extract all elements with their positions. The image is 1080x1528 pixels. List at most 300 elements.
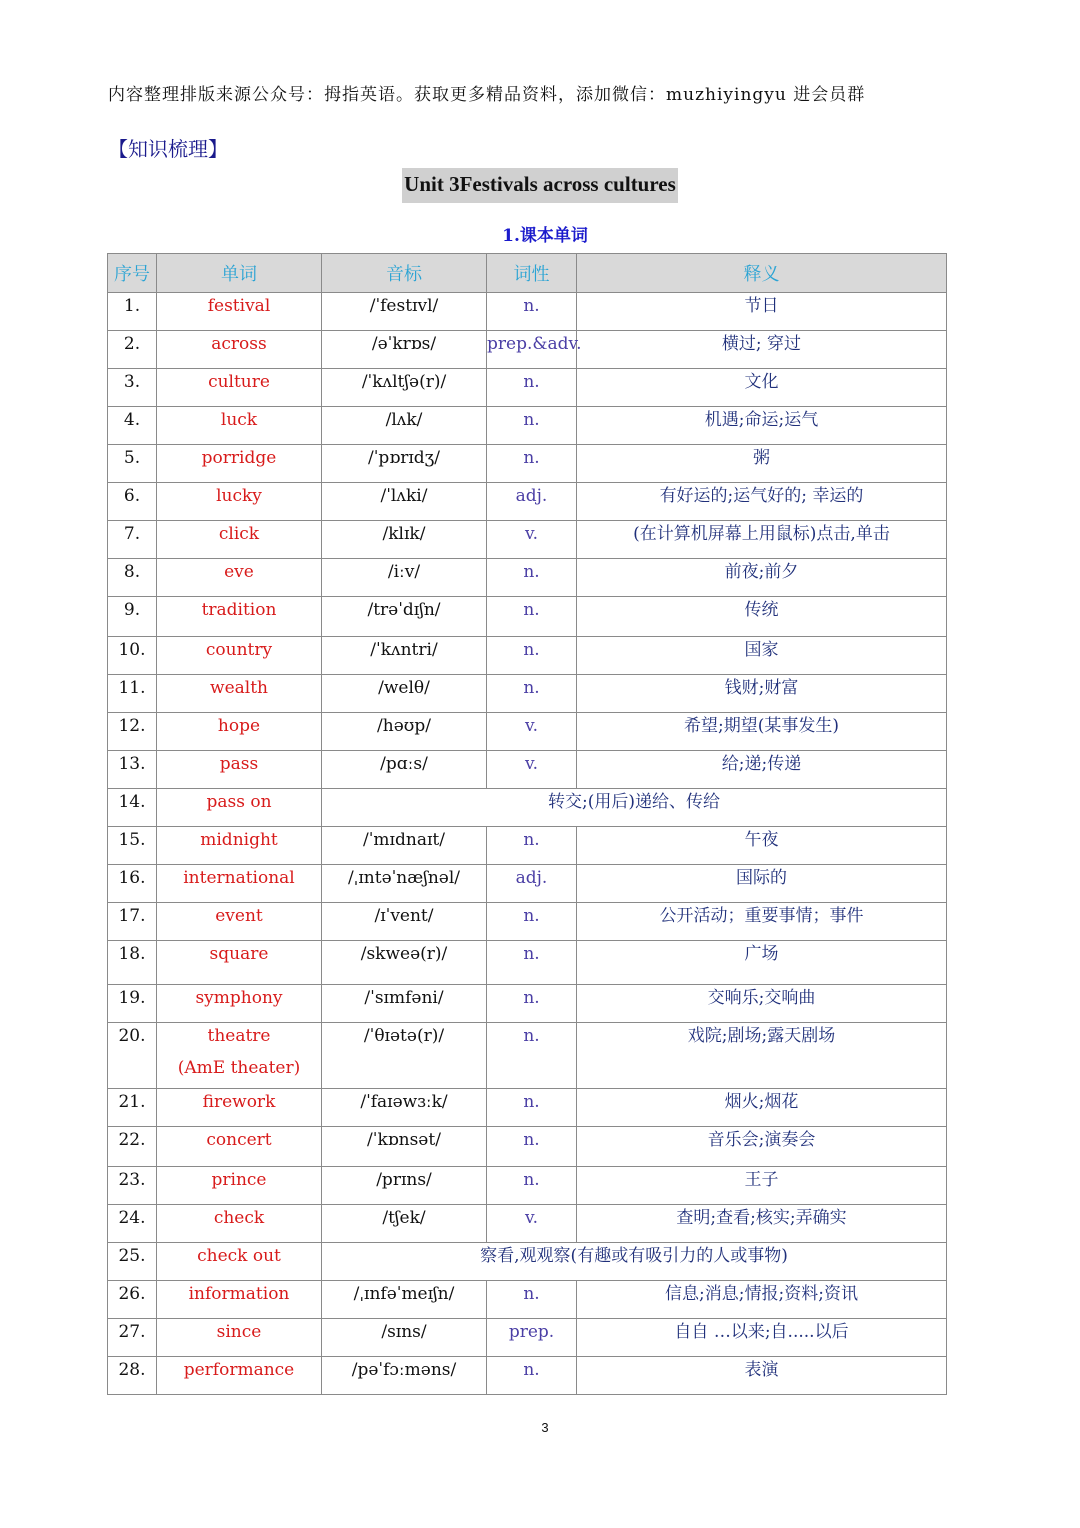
row-word <box>157 1023 322 1089</box>
pron-text: /tʃek/ <box>382 1208 426 1228</box>
row-word <box>157 903 322 941</box>
row-meaning <box>577 521 947 559</box>
meaning-text: 查明;查看;核实;弄确实 <box>676 1208 847 1228</box>
pron-text: /ˈlʌki/ <box>380 486 428 506</box>
row-number <box>108 1023 157 1089</box>
pos-text: n. <box>523 1360 540 1380</box>
no-text: 7. <box>123 524 141 544</box>
column-header-meaning: 释义 <box>577 254 947 293</box>
word-text: midnight <box>200 830 278 850</box>
table-row <box>108 865 947 903</box>
row-meaning <box>577 293 947 331</box>
row-word <box>157 597 322 637</box>
row-word <box>157 1357 322 1395</box>
row-meaning <box>577 985 947 1023</box>
word-text: porridge <box>201 448 277 468</box>
row-pron <box>322 597 487 637</box>
pos-text: n. <box>523 1026 540 1046</box>
row-pos <box>487 369 577 407</box>
no-text: 19. <box>118 988 146 1008</box>
row-meaning <box>577 559 947 597</box>
row-pron <box>322 1089 487 1127</box>
row-meaning <box>577 1205 947 1243</box>
pos-text: adj. <box>515 486 548 506</box>
no-text: 4. <box>123 410 141 430</box>
row-meaning <box>577 1127 947 1167</box>
table-row <box>108 293 947 331</box>
word-text: performance <box>183 1360 295 1380</box>
vocab-table <box>107 253 947 1395</box>
row-pos <box>487 597 577 637</box>
meaning-text: 戏院;剧场;露天剧场 <box>687 1026 836 1046</box>
row-number <box>108 369 157 407</box>
column-header-pos: 词性 <box>487 254 577 293</box>
no-text: 14. <box>118 792 146 812</box>
meaning-text: 节日 <box>744 296 779 316</box>
table-row <box>108 713 947 751</box>
row-pos <box>487 331 582 369</box>
table-row <box>108 1127 947 1167</box>
row-number <box>108 1281 157 1319</box>
meaning-text: 国家 <box>744 640 779 660</box>
pron-text: /ˈfaɪəwɜːk/ <box>360 1092 448 1112</box>
row-number <box>108 293 157 331</box>
pos-text: n. <box>523 830 540 850</box>
no-text: 18. <box>118 944 146 964</box>
table-row <box>108 1205 947 1243</box>
table-row <box>108 483 947 521</box>
row-meaning <box>577 407 947 445</box>
word-text: festival <box>207 296 271 316</box>
row-pron <box>322 903 487 941</box>
row-word <box>157 1281 322 1319</box>
row-pron <box>322 985 487 1023</box>
no-text: 23. <box>118 1170 146 1190</box>
pron-text: /skweə(r)/ <box>360 944 448 964</box>
no-text: 10. <box>118 640 146 660</box>
no-text: 2. <box>123 334 141 354</box>
row-meaning <box>577 445 947 483</box>
row-pos <box>487 559 577 597</box>
row-number <box>108 941 157 985</box>
meaning-text: 文化 <box>744 372 779 392</box>
meaning-text: 王子 <box>744 1170 779 1190</box>
row-number <box>108 751 157 789</box>
meaning-text: 交响乐;交响曲 <box>707 988 816 1008</box>
word-text: across <box>211 334 267 354</box>
column-header-word: 单词 <box>157 254 322 293</box>
word-text: information <box>188 1284 290 1304</box>
pron-text: /prɪns/ <box>376 1170 432 1190</box>
row-meaning <box>577 1023 947 1089</box>
pron-text: /pɑːs/ <box>380 754 428 774</box>
table-row <box>108 751 947 789</box>
row-meaning <box>577 1089 947 1127</box>
row-number <box>108 483 157 521</box>
row-number <box>108 1205 157 1243</box>
pos-text: n. <box>523 678 540 698</box>
pron-text: /əˈkrɒs/ <box>371 334 437 354</box>
no-text: 27. <box>118 1322 146 1342</box>
unit-title-wrap <box>0 168 1080 203</box>
row-meaning <box>322 1243 947 1281</box>
row-pron <box>322 675 487 713</box>
row-word <box>157 865 322 903</box>
row-meaning <box>577 675 947 713</box>
no-text: 8. <box>123 562 141 582</box>
meaning-text: 自自 …以来;自.....以后 <box>674 1322 849 1342</box>
row-pron <box>322 483 487 521</box>
row-word <box>157 445 322 483</box>
row-pron <box>322 827 487 865</box>
table-row <box>108 903 947 941</box>
table-row <box>108 637 947 675</box>
row-meaning <box>577 865 947 903</box>
pron-text: /welθ/ <box>378 678 430 698</box>
row-meaning <box>577 827 947 865</box>
no-text: 16. <box>118 868 146 888</box>
pos-text: n. <box>523 640 540 660</box>
row-number <box>108 1319 157 1357</box>
word-text: hope <box>217 716 261 736</box>
meaning-text: 信息;消息;情报;资料;资讯 <box>665 1284 858 1304</box>
row-pron <box>322 331 487 369</box>
word-text: square <box>209 944 269 964</box>
word-text: culture <box>208 372 270 392</box>
row-word <box>157 1127 322 1167</box>
row-pos <box>487 827 577 865</box>
table-row <box>108 1023 947 1089</box>
row-number <box>108 407 157 445</box>
pron-text: /trəˈdɪʃn/ <box>367 600 441 620</box>
word-text: check <box>213 1208 265 1228</box>
no-text: 25. <box>118 1246 146 1266</box>
row-pos <box>487 985 577 1023</box>
row-pos <box>487 1167 577 1205</box>
pron-text: /ˈkʌltʃə(r)/ <box>361 372 447 392</box>
row-pos <box>487 1089 577 1127</box>
row-word <box>157 985 322 1023</box>
pron-text: /ˈkɒnsət/ <box>367 1130 441 1150</box>
meaning-text: 机遇;命运;运气 <box>704 410 819 430</box>
row-word <box>157 521 322 559</box>
word-text: event <box>215 906 263 926</box>
no-text: 6. <box>123 486 141 506</box>
row-number <box>108 1089 157 1127</box>
pron-text: /pəˈfɔːməns/ <box>351 1360 457 1380</box>
row-pron <box>322 1205 487 1243</box>
meaning-text: 国际的 <box>736 868 787 888</box>
meaning-text: 传统 <box>744 600 779 620</box>
row-pron <box>322 637 487 675</box>
row-word <box>157 369 322 407</box>
pos-text: prep.&adv. <box>487 334 582 354</box>
word-text: check out <box>197 1246 281 1266</box>
table-row <box>108 445 947 483</box>
pos-text: v. <box>525 1208 538 1228</box>
no-text: 20. <box>118 1026 146 1046</box>
pos-text: prep. <box>508 1322 555 1342</box>
row-word <box>157 751 322 789</box>
row-meaning <box>322 789 947 827</box>
meaning-text: 横过; 穿过 <box>721 334 802 354</box>
meaning-text: 钱财;财富 <box>724 678 799 698</box>
row-number <box>108 331 157 369</box>
row-pron <box>322 1167 487 1205</box>
word-text: eve <box>224 562 254 582</box>
row-meaning <box>577 483 947 521</box>
row-meaning <box>577 597 947 637</box>
meaning-text: 音乐会;演奏会 <box>707 1130 816 1150</box>
pos-text: n. <box>523 448 540 468</box>
no-text: 24. <box>118 1208 146 1228</box>
row-pron <box>322 865 487 903</box>
row-meaning <box>577 1319 947 1357</box>
column-header-pron: 音标 <box>322 254 487 293</box>
table-row <box>108 789 947 827</box>
row-number <box>108 1357 157 1395</box>
row-pos <box>487 407 577 445</box>
pos-text: n. <box>523 1092 540 1112</box>
meaning-text: 希望;期望(某事发生) <box>684 716 839 736</box>
pron-text: /ˈsɪmfəni/ <box>364 988 444 1008</box>
row-meaning <box>577 751 947 789</box>
row-pos <box>487 483 577 521</box>
row-pos <box>487 675 577 713</box>
row-pos <box>487 1319 577 1357</box>
row-word <box>157 713 322 751</box>
row-pron <box>322 1319 487 1357</box>
row-pron <box>322 1023 487 1089</box>
table-row <box>108 1281 947 1319</box>
word-alt-line: (AmE theater) <box>177 1058 301 1078</box>
row-pos <box>487 713 577 751</box>
row-pron <box>322 407 487 445</box>
no-text: 13. <box>118 754 146 774</box>
row-number <box>108 445 157 483</box>
row-meaning <box>577 1167 947 1205</box>
pron-text: /ˌɪnfəˈmeɪʃn/ <box>353 1284 455 1304</box>
row-pos <box>487 521 577 559</box>
row-meaning <box>577 1281 947 1319</box>
page-number: 3 <box>541 1420 549 1435</box>
pos-text: v. <box>525 524 538 544</box>
row-number <box>108 713 157 751</box>
row-number <box>108 789 157 827</box>
row-word <box>157 1089 322 1127</box>
row-number <box>108 559 157 597</box>
pos-text: n. <box>523 1170 540 1190</box>
table-row <box>108 521 947 559</box>
row-pron <box>322 1281 487 1319</box>
meaning-text: 粥 <box>753 448 770 468</box>
table-header-row <box>108 254 947 293</box>
pron-text: /iːv/ <box>387 562 421 582</box>
row-number <box>108 1127 157 1167</box>
row-pron <box>322 713 487 751</box>
meaning-text: 公开活动；重要事情；事件 <box>659 906 864 926</box>
table-row <box>108 1243 947 1281</box>
row-number <box>108 985 157 1023</box>
word-text: international <box>183 868 295 888</box>
row-word <box>157 331 322 369</box>
row-meaning <box>577 331 947 369</box>
row-word <box>157 675 322 713</box>
word-text: lucky <box>216 486 262 506</box>
row-meaning <box>577 713 947 751</box>
table-row <box>108 941 947 985</box>
no-text: 3. <box>123 372 141 392</box>
word-text: click <box>218 524 260 544</box>
pos-text: n. <box>523 988 540 1008</box>
no-text: 12. <box>118 716 146 736</box>
row-meaning <box>577 903 947 941</box>
row-word <box>157 407 322 445</box>
row-number <box>108 827 157 865</box>
table-row <box>108 675 947 713</box>
pos-text: n. <box>523 562 540 582</box>
subtitle-wrap <box>0 221 1080 246</box>
row-pron <box>322 369 487 407</box>
pos-text: n. <box>523 1130 540 1150</box>
no-text: 28. <box>118 1360 146 1380</box>
meaning-text: 察看,观观察(有趣或有吸引力的人或事物) <box>480 1246 788 1266</box>
word-text <box>157 1023 321 1079</box>
no-text: 11. <box>118 678 146 698</box>
table-row <box>108 331 947 369</box>
no-text: 9. <box>123 600 141 620</box>
row-word <box>157 637 322 675</box>
table-row <box>108 1089 947 1127</box>
row-word <box>157 483 322 521</box>
vocab-body <box>108 293 947 1395</box>
pos-text: n. <box>523 372 540 392</box>
no-text: 17. <box>118 906 146 926</box>
row-word <box>157 827 322 865</box>
row-meaning <box>577 1357 947 1395</box>
pron-text: /ˈfestɪvl/ <box>369 296 439 316</box>
word-text: pass on <box>206 792 272 812</box>
pron-text: /ɪˈvent/ <box>374 906 434 926</box>
row-word <box>157 1243 322 1281</box>
row-pos <box>487 903 577 941</box>
pron-text: /lʌk/ <box>385 410 423 430</box>
meaning-text: (在计算机屏幕上用鼠标)点击,单击 <box>633 524 890 544</box>
header-text: 内容整理排版来源公众号：拇指英语。获取更多精品资料，添加微信：muzhiyingyu 进会员群 <box>108 85 866 105</box>
word-text: wealth <box>210 678 268 698</box>
pos-text: n. <box>523 906 540 926</box>
row-pron <box>322 293 487 331</box>
word-line: theatre <box>207 1026 271 1046</box>
row-number <box>108 1167 157 1205</box>
pron-text: /klɪk/ <box>382 524 426 544</box>
meaning-text: 有好运的;运气好的; 幸运的 <box>659 486 864 506</box>
row-word <box>157 1167 322 1205</box>
pos-text: adj. <box>515 868 548 888</box>
unit-title: Unit 3Festivals across cultures <box>402 168 678 203</box>
word-text: country <box>205 640 273 660</box>
pron-text: /ˈθɪətə(r)/ <box>363 1026 445 1046</box>
word-text: prince <box>211 1170 267 1190</box>
row-pron <box>322 559 487 597</box>
no-text: 1. <box>123 296 141 316</box>
pron-text: /ˈpɒrɪdʒ/ <box>368 448 440 468</box>
no-text: 21. <box>118 1092 146 1112</box>
word-text: symphony <box>195 988 283 1008</box>
row-word <box>157 1205 322 1243</box>
row-word <box>157 789 322 827</box>
row-pos <box>487 941 577 985</box>
row-pos <box>487 751 577 789</box>
row-pos <box>487 637 577 675</box>
row-number <box>108 521 157 559</box>
table-row <box>108 1319 947 1357</box>
row-pos <box>487 865 577 903</box>
table-row <box>108 407 947 445</box>
meaning-text: 午夜 <box>744 830 779 850</box>
pron-text: /ˌɪntəˈnæʃnəl/ <box>347 868 461 888</box>
table-row <box>108 369 947 407</box>
word-text: luck <box>220 410 258 430</box>
meaning-text: 给;递;传递 <box>721 754 802 774</box>
table-row <box>108 1167 947 1205</box>
row-number <box>108 597 157 637</box>
row-pron <box>322 521 487 559</box>
pos-text: n. <box>523 410 540 430</box>
row-pos <box>487 1205 577 1243</box>
word-text: tradition <box>201 600 277 620</box>
table-row <box>108 985 947 1023</box>
row-number <box>108 865 157 903</box>
row-pos <box>487 1127 577 1167</box>
row-pos <box>487 1357 577 1395</box>
row-pron <box>322 445 487 483</box>
pron-text: /sɪns/ <box>381 1322 427 1342</box>
pos-text: v. <box>525 754 538 774</box>
word-text: since <box>216 1322 262 1342</box>
section-title: 【知识梳理】 <box>108 137 228 161</box>
pos-text: n. <box>523 1284 540 1304</box>
row-number <box>108 675 157 713</box>
word-text: pass <box>219 754 259 774</box>
table-row <box>108 597 947 637</box>
row-word <box>157 293 322 331</box>
meaning-text: 转交;(用后)递给、传给 <box>548 792 720 812</box>
meaning-text: 烟火;烟花 <box>724 1092 799 1112</box>
pron-text: /ˈmɪdnaɪt/ <box>363 830 445 850</box>
table-row <box>108 559 947 597</box>
meaning-text: 前夜;前夕 <box>724 562 799 582</box>
row-word <box>157 559 322 597</box>
meaning-text: 表演 <box>744 1360 779 1380</box>
pos-text: n. <box>523 600 540 620</box>
pron-text: /ˈkʌntri/ <box>370 640 438 660</box>
row-pron <box>322 1357 487 1395</box>
row-pron <box>322 941 487 985</box>
meaning-text: 广场 <box>744 944 779 964</box>
row-pos <box>487 445 577 483</box>
pos-text: v. <box>525 716 538 736</box>
row-word <box>157 941 322 985</box>
pos-text: n. <box>523 944 540 964</box>
table-row <box>108 1357 947 1395</box>
no-text: 15. <box>118 830 146 850</box>
pron-text: /həʊp/ <box>377 716 431 736</box>
word-text: firework <box>202 1092 276 1112</box>
no-text: 5. <box>123 448 141 468</box>
row-pos <box>487 1281 577 1319</box>
row-meaning <box>577 941 947 985</box>
